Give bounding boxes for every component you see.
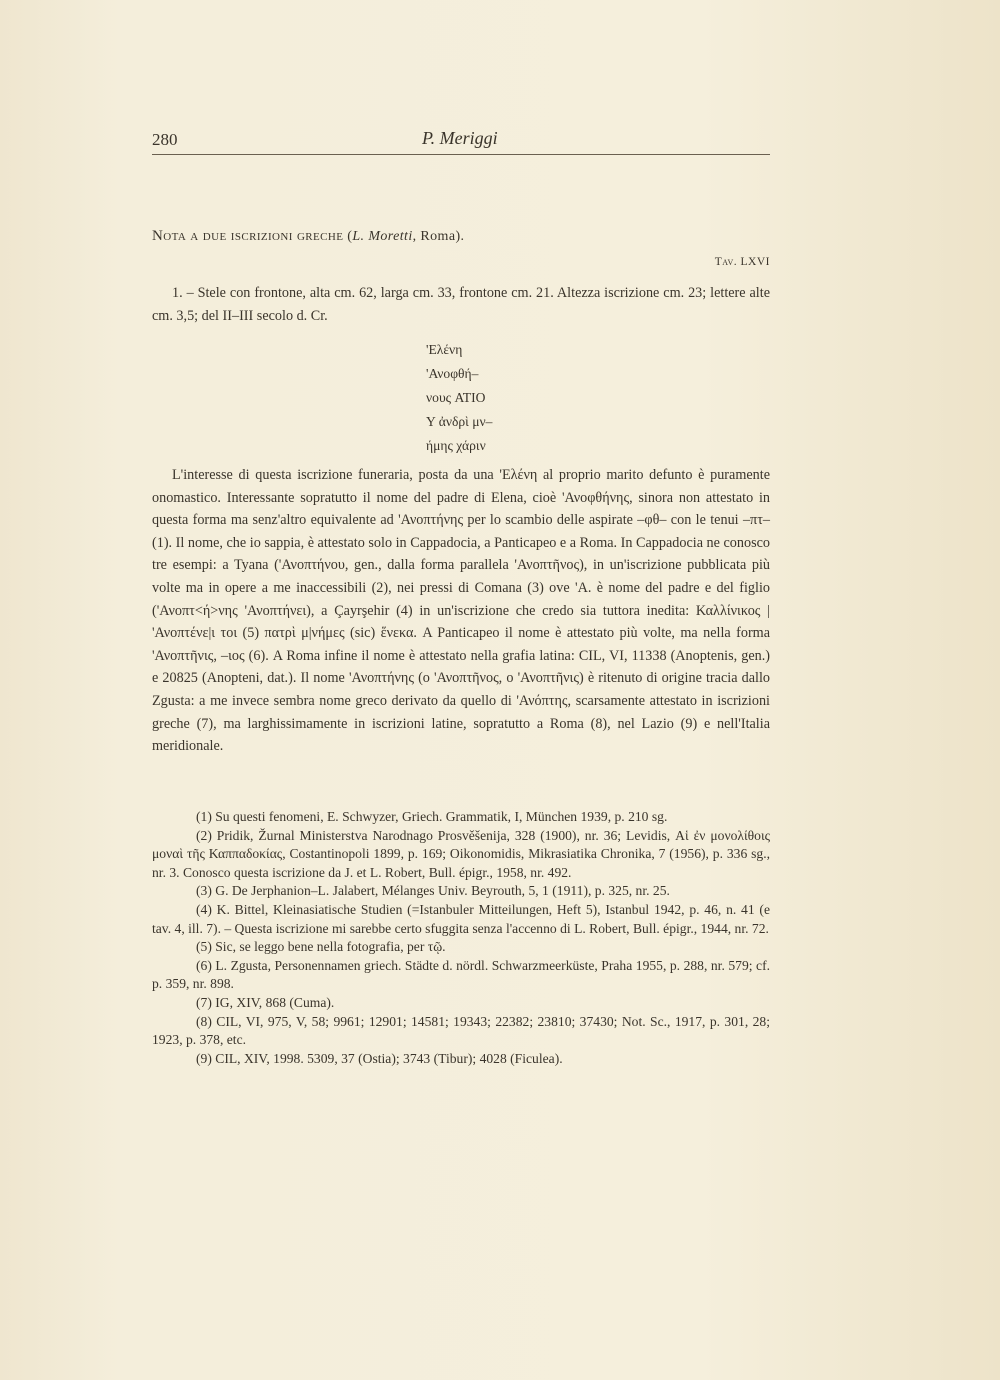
footnote: (1) Su questi fenomeni, E. Schwyzer, Griech. Grammatik, I, München 1939, p. 210 sg. (196, 809, 668, 824)
footnote: (3) G. De Jerphanion–L. Jalabert, Mélanges Univ. Beyrouth, 5, 1 (1911), p. 325, nr. 25. (196, 883, 670, 899)
footnotes (152, 808, 770, 1068)
article-title-paren: ( (343, 229, 353, 244)
footnote: (6) L. Zgusta, Personennamen griech. Städte d. nördl. Schwarzmeerküste, Praha 1955, p. 288, nr. 579; cf. p. 359, nr. 898. (152, 957, 770, 992)
inscription-line: 'Ελένη (426, 342, 463, 357)
footnote: (5) Sic, se leggo bene nella fotografia, per τῷ. (196, 939, 446, 955)
footnote: (9) CIL, XIV, 1998. 5309, 37 (Ostia); 3743 (Tibur); 4028 (Ficulea). (196, 1050, 563, 1066)
plate-reference: Tav. LXVI (714, 256, 770, 268)
article-author: L. Moretti (352, 229, 413, 244)
inscription-line: Υ ἀνδρὶ μν– (426, 414, 493, 429)
footnote: (7) IG, XIV, 868 (Cuma). (196, 994, 335, 1010)
footnote: (4) K. Bittel, Kleinasiatische Studien (=Istanbuler Mitteilungen, Heft 5), Istanbul 1942, p. 46, n. 41 (e tav. 4, ill. 7). – Questa iscrizione mi sarebbe certo sfuggita senza l'accenno di L. Robert, Bull. épigr., 1944, nr. 72. (152, 901, 770, 936)
paragraph-stele-description: 1. – Stele con frontone, alta cm. 62, larga cm. 33, frontone cm. 21. Altezza iscrizione cm. 23; lettere alte cm. 3,5; del II–III secolo d. Cr. (152, 285, 770, 324)
footnote: (2) Pridik, Žurnal Ministerstva Narodnago Prosvěšenija, 328 (1900), nr. 36; Levidis, Αἱ ἐν μονολίθοις μοναὶ τῆς Καππαδοκίας, Costantinopoli 1899, p. 169; Oikonomidis, Mikrasiatika Chronika, 7 (1956), p. 336 sg., nr. 3. Conosco questa iscrizione da J. et L. Robert, Bull. épigr., 1958, nr. 492. (152, 827, 770, 880)
inscription-line: 'Ανοφθή– (426, 366, 479, 381)
footnote: (8) CIL, VI, 975, V, 58; 9961; 12901; 14581; 19343; 22382; 23810; 37430; Not. Sc., 1917, p. 301, 28; 1923, p. 378, etc. (152, 1013, 770, 1048)
inscription-line: νους ATIO (426, 390, 486, 405)
inscription-line: ήμης χάριν (426, 438, 486, 453)
page-header (152, 128, 770, 155)
greek-inscription (426, 338, 492, 458)
page-number: 280 (152, 130, 178, 149)
paragraph-commentary: L'interesse di questa iscrizione funeraria, posta da una 'Ελένη al proprio marito defunto è puramente onomastico. Interessante sopratutto il nome del padre di Elena, cioè 'Ανοφθήνης, sinora non attestato in questa forma ma senz'altro equivalente ad 'Ανοπτήνης per lo scambio delle aspirate –φθ– con le tenui –πτ– (1). Il nome, che io sappia, è attestato solo in Cappadocia, a Panticapeo e a Roma. In Cappadocia ne conosco tre esempi: a Tyana ('Ανοπτήνου, gen., dalla forma parallela 'Ανοπτῆνος), in un'iscrizione pubblicata più volte ma in opere a me inaccessibili (2), nei pressi di Comana (3) ove 'A. è nome del padre e del figlio ('Ανοπτ<ή>νης 'Ανοπτήνει), a Çayrşehir (4) in un'iscrizione che credo sia tuttora inedita: Καλλίνικος | 'Ανοπτένε|ι τοι (5) πατρὶ μ|νήμες (sic) ἕνεκα. A Panticapeo il nome è attestato più volte, ma nella forma 'Ανοπτῆνις, –ιος (6). A Roma infine il nome è attestato nella grafia latina: CIL, VI, 11338 (Anoptenis, gen.) e 20825 (Anopteni, dat.). Il nome 'Ανοπτήνης (o 'Ανοπτῆνος, o 'Ανοπτῆνις) è ritenuto di origine tracia dallo Zgusta: a me invece sembra nome greco derivato da quello di 'Ανόπτης, scarsamente attestato in iscrizioni greche (7), ma larghissimamente in iscrizioni latine, sopratutto a Roma (8), nel Lazio (9) e nell'Italia meridionale. (152, 467, 770, 755)
article-title-main: Nota a due iscrizioni greche (152, 228, 344, 244)
article-title-tail: , Roma). (412, 229, 465, 244)
running-head: P. Meriggi (422, 128, 498, 148)
article-title (152, 228, 464, 245)
